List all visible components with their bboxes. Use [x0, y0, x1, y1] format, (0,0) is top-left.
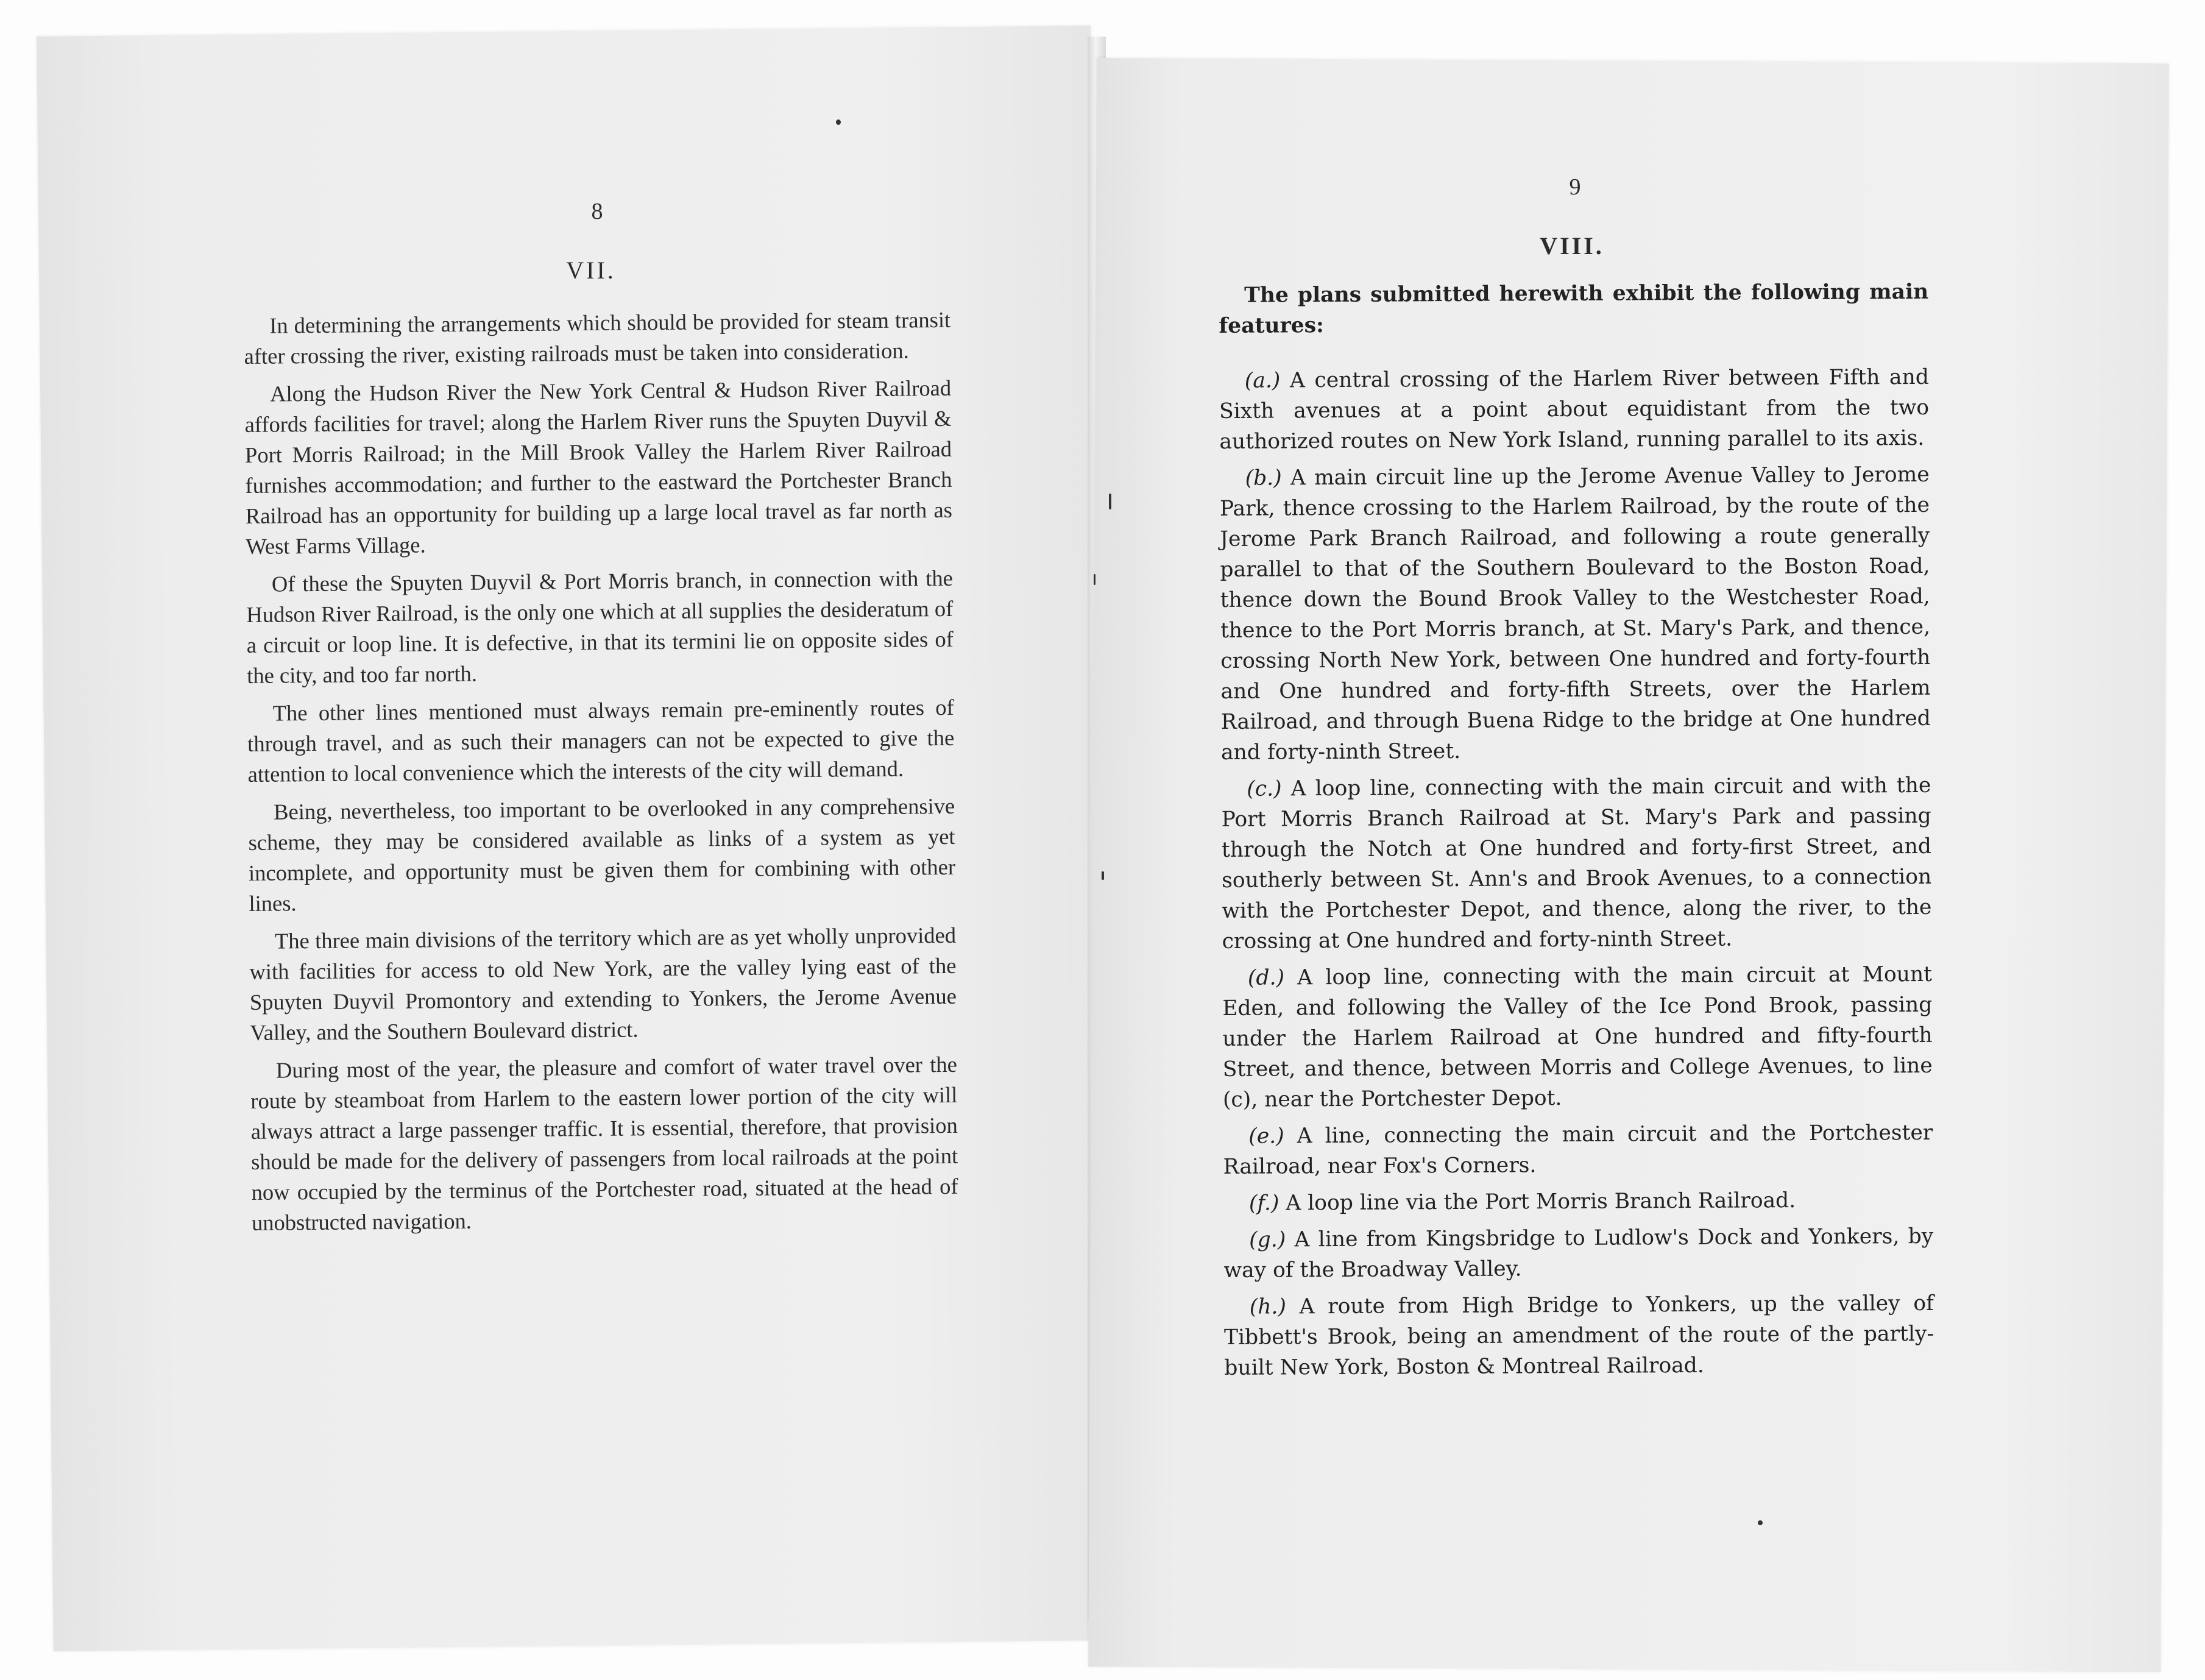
paper-speck [1102, 871, 1104, 880]
right-page-number: 9 [1569, 174, 1581, 200]
feature-letter: (f.) [1248, 1191, 1279, 1216]
feature-item-a [1219, 362, 1930, 457]
left-paragraph: Of these the Spuyten Duyvil & Port Morris branch, in connection with the Hudson River Railroad, is the only one which at all supplies the desideratum of a circuit or loop line. It is defective, in that its termini lie on opposite sides of the city, and too far north. [246, 565, 954, 688]
left-paragraph: The three main divisions of the territory which are as yet wholly unprovided with facilities for access to old New York, are the valley lying east of the Spuyten Duyvil Promontory and extending to Yonkers, the Jerome Avenue Valley, and the Southern Boulevard district. [249, 922, 957, 1045]
feature-letter: (a.) [1244, 368, 1281, 393]
paper-speck [1758, 1520, 1763, 1525]
feature-item-d [1222, 959, 1933, 1115]
paper-speck [1109, 494, 1111, 509]
right-page-text [1219, 277, 1934, 1389]
feature-text: A line, connecting the main circuit and the Portchester Railroad, near Fox's Corners. [1223, 1120, 1933, 1179]
feature-letter: (h.) [1249, 1294, 1287, 1319]
feature-item-c [1221, 770, 1932, 957]
feature-item-b [1220, 459, 1931, 768]
feature-item-f [1223, 1185, 1933, 1219]
feature-item-h [1224, 1288, 1934, 1383]
feature-text: A loop line, connecting with the main circuit and with the Port Morris Branch Railroad at St. Mary's Park and passing through the Notch at One hundred and forty-first Street, and southerly between St. Ann's and Brook Avenues, to a connection with the Portchester Depot, and thence, along the river, to the crossing at One hundred and forty-ninth Street. [1221, 773, 1932, 954]
paper-speck [1094, 574, 1095, 585]
left-paragraph: Being, nevertheless, too important to be overlooked in any comprehensive scheme, they may be considered available as links of a system as yet incomplete, and opportunity must be given them for combining with other lines. [248, 793, 956, 916]
feature-text: A line from Kingsbridge to Ludlow's Dock and Yonkers, by way of the Broadway Valley. [1223, 1224, 1934, 1283]
paper-speck [836, 119, 841, 125]
left-page-text [244, 305, 958, 1246]
feature-text: A loop line via the Port Morris Branch Railroad. [1286, 1188, 1796, 1216]
feature-letter: (e.) [1248, 1124, 1284, 1149]
feature-item-e [1223, 1118, 1933, 1182]
left-page-number: 8 [591, 199, 603, 224]
feature-letter: (d.) [1247, 965, 1285, 990]
right-section-heading: VIII. [1540, 232, 1604, 260]
feature-letter: (g.) [1249, 1227, 1286, 1252]
feature-letter: (b.) [1245, 466, 1282, 491]
left-section-heading: VII. [566, 257, 616, 284]
feature-text: A loop line, connecting with the main circuit at Mount Eden, and following the Valley of the Ice Pond Brook, passing under the Harlem Railroad at One hundred and fifty-fourth Street, and thence, between Morris and College Avenues, to line (c), near the Portchester Depot. [1222, 962, 1933, 1112]
feature-item-g [1223, 1221, 1934, 1286]
left-paragraph: Along the Hudson River the New York Central & Hudson River Railroad affords facilities for travel; along the Harlem River runs the Spuyten Duyvil & Port Morris Railroad; in the Mill Brook Valley the Harlem River Railroad furnishes accommodation; and further to the eastward the Portchester Branch Railroad has an opportunity for building up a large local travel as far north as West Farms Village. [244, 375, 953, 559]
left-paragraph: In determining the arrangements which should be provided for steam transit after crossing the river, existing railroads must be taken into consideration. [244, 307, 951, 369]
feature-text: A central crossing of the Harlem River between Fifth and Sixth avenues at a point about equidistant from the two authorized routes on New York Island, running parallel to its axis. [1219, 364, 1930, 454]
feature-letter: (c.) [1247, 776, 1282, 801]
left-paragraph: During most of the year, the pleasure and comfort of water travel over the route by steamboat from Harlem to the eastern lower portion of the city will always attract a large passenger traffic. It is essential, therefore, that provision should be made for the delivery of passengers from local railroads at the point now occupied by the terminus of the Portchester road, situated at the head of unobstructed navigation. [250, 1051, 958, 1235]
feature-text: A main circuit line up the Jerome Avenue Valley to Jerome Park, thence crossing to the Harlem Railroad, by the route of the Jerome Park Branch Railroad, and following a route generally parallel to that of the Southern Boulevard to the Boston Road, thence down the Bound Brook Valley to the Westchester Road, thence to the Port Morris branch, at St. Mary's Park, and thence, crossing North New York, between One hundred and forty-fourth and One hundred and forty-fifth Streets, over the Harlem Railroad, and through Buena Ridge to the bridge at One hundred and forty-ninth Street. [1219, 462, 1931, 765]
feature-text: A route from High Bridge to Yonkers, up the valley of Tibbett's Brook, being an amendment of the route of the partly-built New York, Boston & Montreal Railroad. [1223, 1291, 1934, 1380]
left-paragraph: The other lines mentioned must always remain pre-eminently routes of through travel, and as such their managers can not be expected to give the attention to local convenience which the interests of the city will demand. [247, 694, 955, 787]
features-intro: The plans submitted herewith exhibit the following main features: [1219, 279, 1929, 338]
